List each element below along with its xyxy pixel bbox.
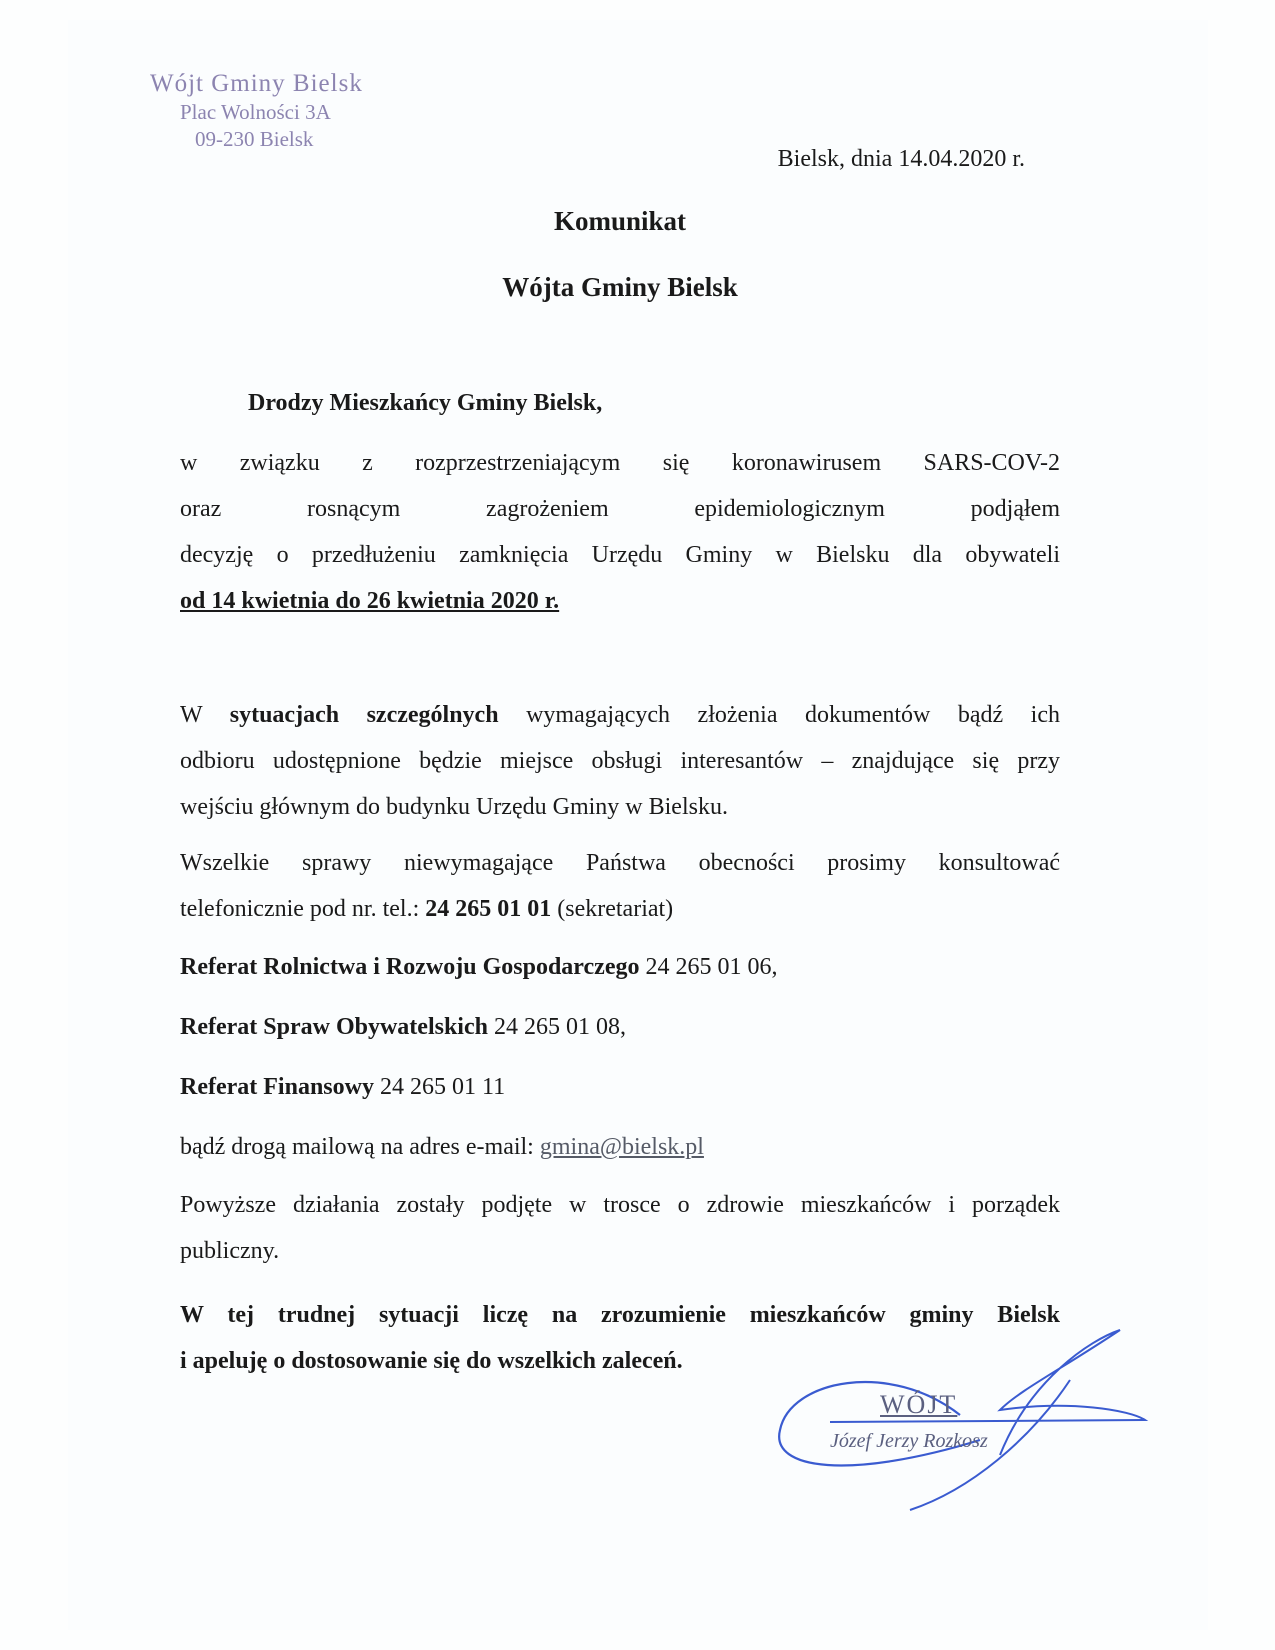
document-subtitle: Wójta Gminy Bielsk [502, 272, 738, 302]
main-phone-number: 24 265 01 01 [425, 896, 552, 922]
paragraph-text: W [180, 702, 203, 728]
stamp-line-2: Plac Wolności 3A [180, 100, 331, 125]
office-stamp [150, 68, 363, 146]
paragraph-line: Powyższe działania zostały podjęte w trosce o zdrowie mieszkańców i porządek [180, 1192, 1060, 1218]
contact-department: Referat Finansowy [180, 1074, 374, 1100]
document-date: Bielsk, dnia 14.04.2020 r. [777, 146, 1025, 172]
paragraph-special-cases [180, 692, 1060, 830]
signature-name: Józef Jerzy Rozkosz [830, 1430, 988, 1452]
emphasis-text: sytuacjach szczególnych [229, 702, 499, 728]
greeting: Drodzy Mieszkańcy Gminy Bielsk, [248, 390, 603, 416]
contact-department: Referat Rolnictwa i Rozwoju Gospodarczego [180, 954, 640, 980]
document-title: Komunikat [553, 206, 687, 236]
paragraph-closure [180, 440, 1060, 624]
email-row [180, 1134, 704, 1161]
paragraph-line: w związku z rozprzestrzeniającym się koronawirusem SARS-COV-2 [180, 450, 1060, 476]
contact-phone: 24 265 01 06, [645, 954, 778, 980]
contact-row [180, 1074, 505, 1101]
signature-title: WÓJT [880, 1390, 958, 1419]
contact-row [180, 1014, 626, 1041]
paragraph-line: decyzję o przedłużeniu zamknięcia Urzędu Gminy w Bielsku dla obywateli [180, 542, 1060, 568]
stamp-line-1: Wójt Gminy Bielsk [150, 70, 363, 97]
paragraph-text: wymagających złożenia dokumentów bądź ich [526, 702, 1061, 728]
paragraph-line: odbioru udostępnione będzie miejsce obsługi interesantów – znajdujące się przy [180, 748, 1060, 774]
paragraph-line: wejściu głównym do budynku Urzędu Gminy w Bielsku. [180, 794, 728, 820]
contact-phone: 24 265 01 11 [379, 1074, 506, 1100]
closing-line: i apeluję o dostosowanie się do wszelkich zaleceń. [180, 1348, 683, 1374]
signature-block [770, 1320, 1190, 1540]
stamp-line-3: 09-230 Bielsk [195, 126, 314, 146]
paragraph-phone-contact [180, 840, 1060, 932]
paragraph-purpose [180, 1182, 1060, 1274]
paragraph-text: telefonicznie pod nr. tel.: [180, 896, 420, 922]
paragraph-line: publiczny. [180, 1238, 280, 1264]
contact-phone: 24 265 01 08, [493, 1014, 626, 1040]
closing-line: W tej trudnej sytuacji liczę na zrozumienie mieszkańców gminy Bielsk [180, 1302, 1060, 1328]
email-link[interactable]: gmina@bielsk.pl [539, 1134, 704, 1160]
paragraph-line: oraz rosnącym zagrożeniem epidemiologicznym podjąłem [180, 496, 1060, 522]
contact-department: Referat Spraw Obywatelskich [180, 1014, 488, 1040]
contact-row [180, 954, 777, 981]
email-label: bądź drogą mailową na adres e-mail: [180, 1134, 534, 1160]
closure-period: od 14 kwietnia do 26 kwietnia 2020 r. [180, 588, 560, 614]
paragraph-text: (sekretariat) [557, 896, 674, 922]
paragraph-line: Wszelkie sprawy niewymagające Państwa obecności prosimy konsultować [180, 850, 1060, 876]
